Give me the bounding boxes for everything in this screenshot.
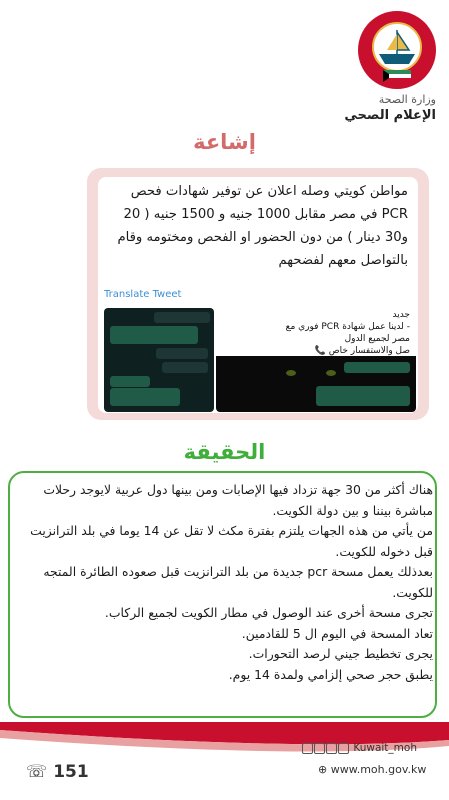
hotline	[26, 762, 89, 782]
chat-screenshot	[104, 308, 214, 412]
forward-line: - لدينا عمل شهادة PCR فوري مع	[285, 322, 410, 332]
hotline-number: 151	[53, 762, 89, 782]
fact-paragraph: بعدذلك يعمل مسحة pcr جديدة من بلد الترانزيت قبل صعوده الطائرة المتجه للكويت.	[43, 564, 433, 600]
fact-title: الحقيقة	[183, 440, 266, 464]
forward-line: صل والاستفسار خاص 📞	[314, 346, 410, 356]
chat-bubble	[156, 348, 208, 359]
fact-paragraph: يجرى تخطيط جيني لرصد التحورات.	[248, 646, 433, 661]
chat-bubble	[110, 376, 150, 387]
fact-paragraph: يطبق حجر صحي إلزامي ولمدة 14 يوم.	[228, 666, 433, 682]
website-url: www.moh.gov.kw	[330, 763, 427, 776]
fact-paragraph: هناك أكثر من 30 جهة تزداد فيها الإصابات ومن بينها دول عربية لايوجد رحلات مباشرة بيننا و بين دولة الكويت.	[43, 482, 433, 518]
fact-paragraph: من يأتي من هذه الجهات يلتزم بفترة مكث لا تقل عن 14 يوما في بلد الترانزيت قبل دخوله للكويت.	[30, 523, 433, 559]
department-name: الإعلام الصحي	[344, 108, 436, 123]
facebook-icon[interactable]	[302, 743, 313, 754]
chat-bubble	[110, 388, 180, 406]
fact-text	[21, 480, 433, 685]
twitter-icon[interactable]	[338, 743, 349, 754]
moh-logo	[357, 10, 437, 90]
eye-shape	[326, 370, 336, 376]
dark-chat-image	[216, 356, 416, 412]
chat-bubble	[154, 312, 210, 323]
chat-bubble	[110, 326, 198, 344]
tweet-screenshot	[98, 177, 418, 413]
eye-shape	[286, 370, 296, 376]
forward-line: جديد	[392, 310, 410, 320]
chat-bubble	[344, 362, 410, 373]
rumor-title: إشاعة	[193, 130, 256, 154]
chat-bubble	[316, 386, 410, 406]
social-links[interactable]	[302, 742, 417, 754]
forwarded-message	[216, 308, 416, 412]
chat-bubble	[162, 362, 208, 373]
footer-wave	[0, 722, 449, 800]
instagram-icon[interactable]	[314, 743, 325, 754]
fact-paragraph: تعاد المسحة في اليوم ال 5 للقادمين.	[241, 625, 433, 641]
rumor-text: مواطن كويتي وصله اعلان عن توفير شهادات فحص PCR في مصر مقابل 1000 جنيه و 1500 جنيه ( 20 و30 دينار ) من دون الحضور او الفحص ومختومه وقام بالتواصل معهم لفضحهم	[117, 184, 408, 268]
website-link[interactable]	[318, 763, 426, 776]
ministry-name: وزارة الصحة	[378, 93, 436, 106]
phone-icon: ☏	[26, 762, 54, 782]
fact-paragraph: تجرى مسحة أخرى عند الوصول في مطار الكويت لجميع الركاب.	[104, 605, 433, 620]
social-handle: Kuwait_moh	[353, 742, 417, 754]
translate-tweet-link[interactable]: Translate Tweet	[104, 289, 182, 300]
globe-icon: ⊕	[318, 763, 331, 776]
forward-line: مصر لجميع الدول	[344, 334, 410, 344]
youtube-icon[interactable]	[326, 743, 337, 754]
